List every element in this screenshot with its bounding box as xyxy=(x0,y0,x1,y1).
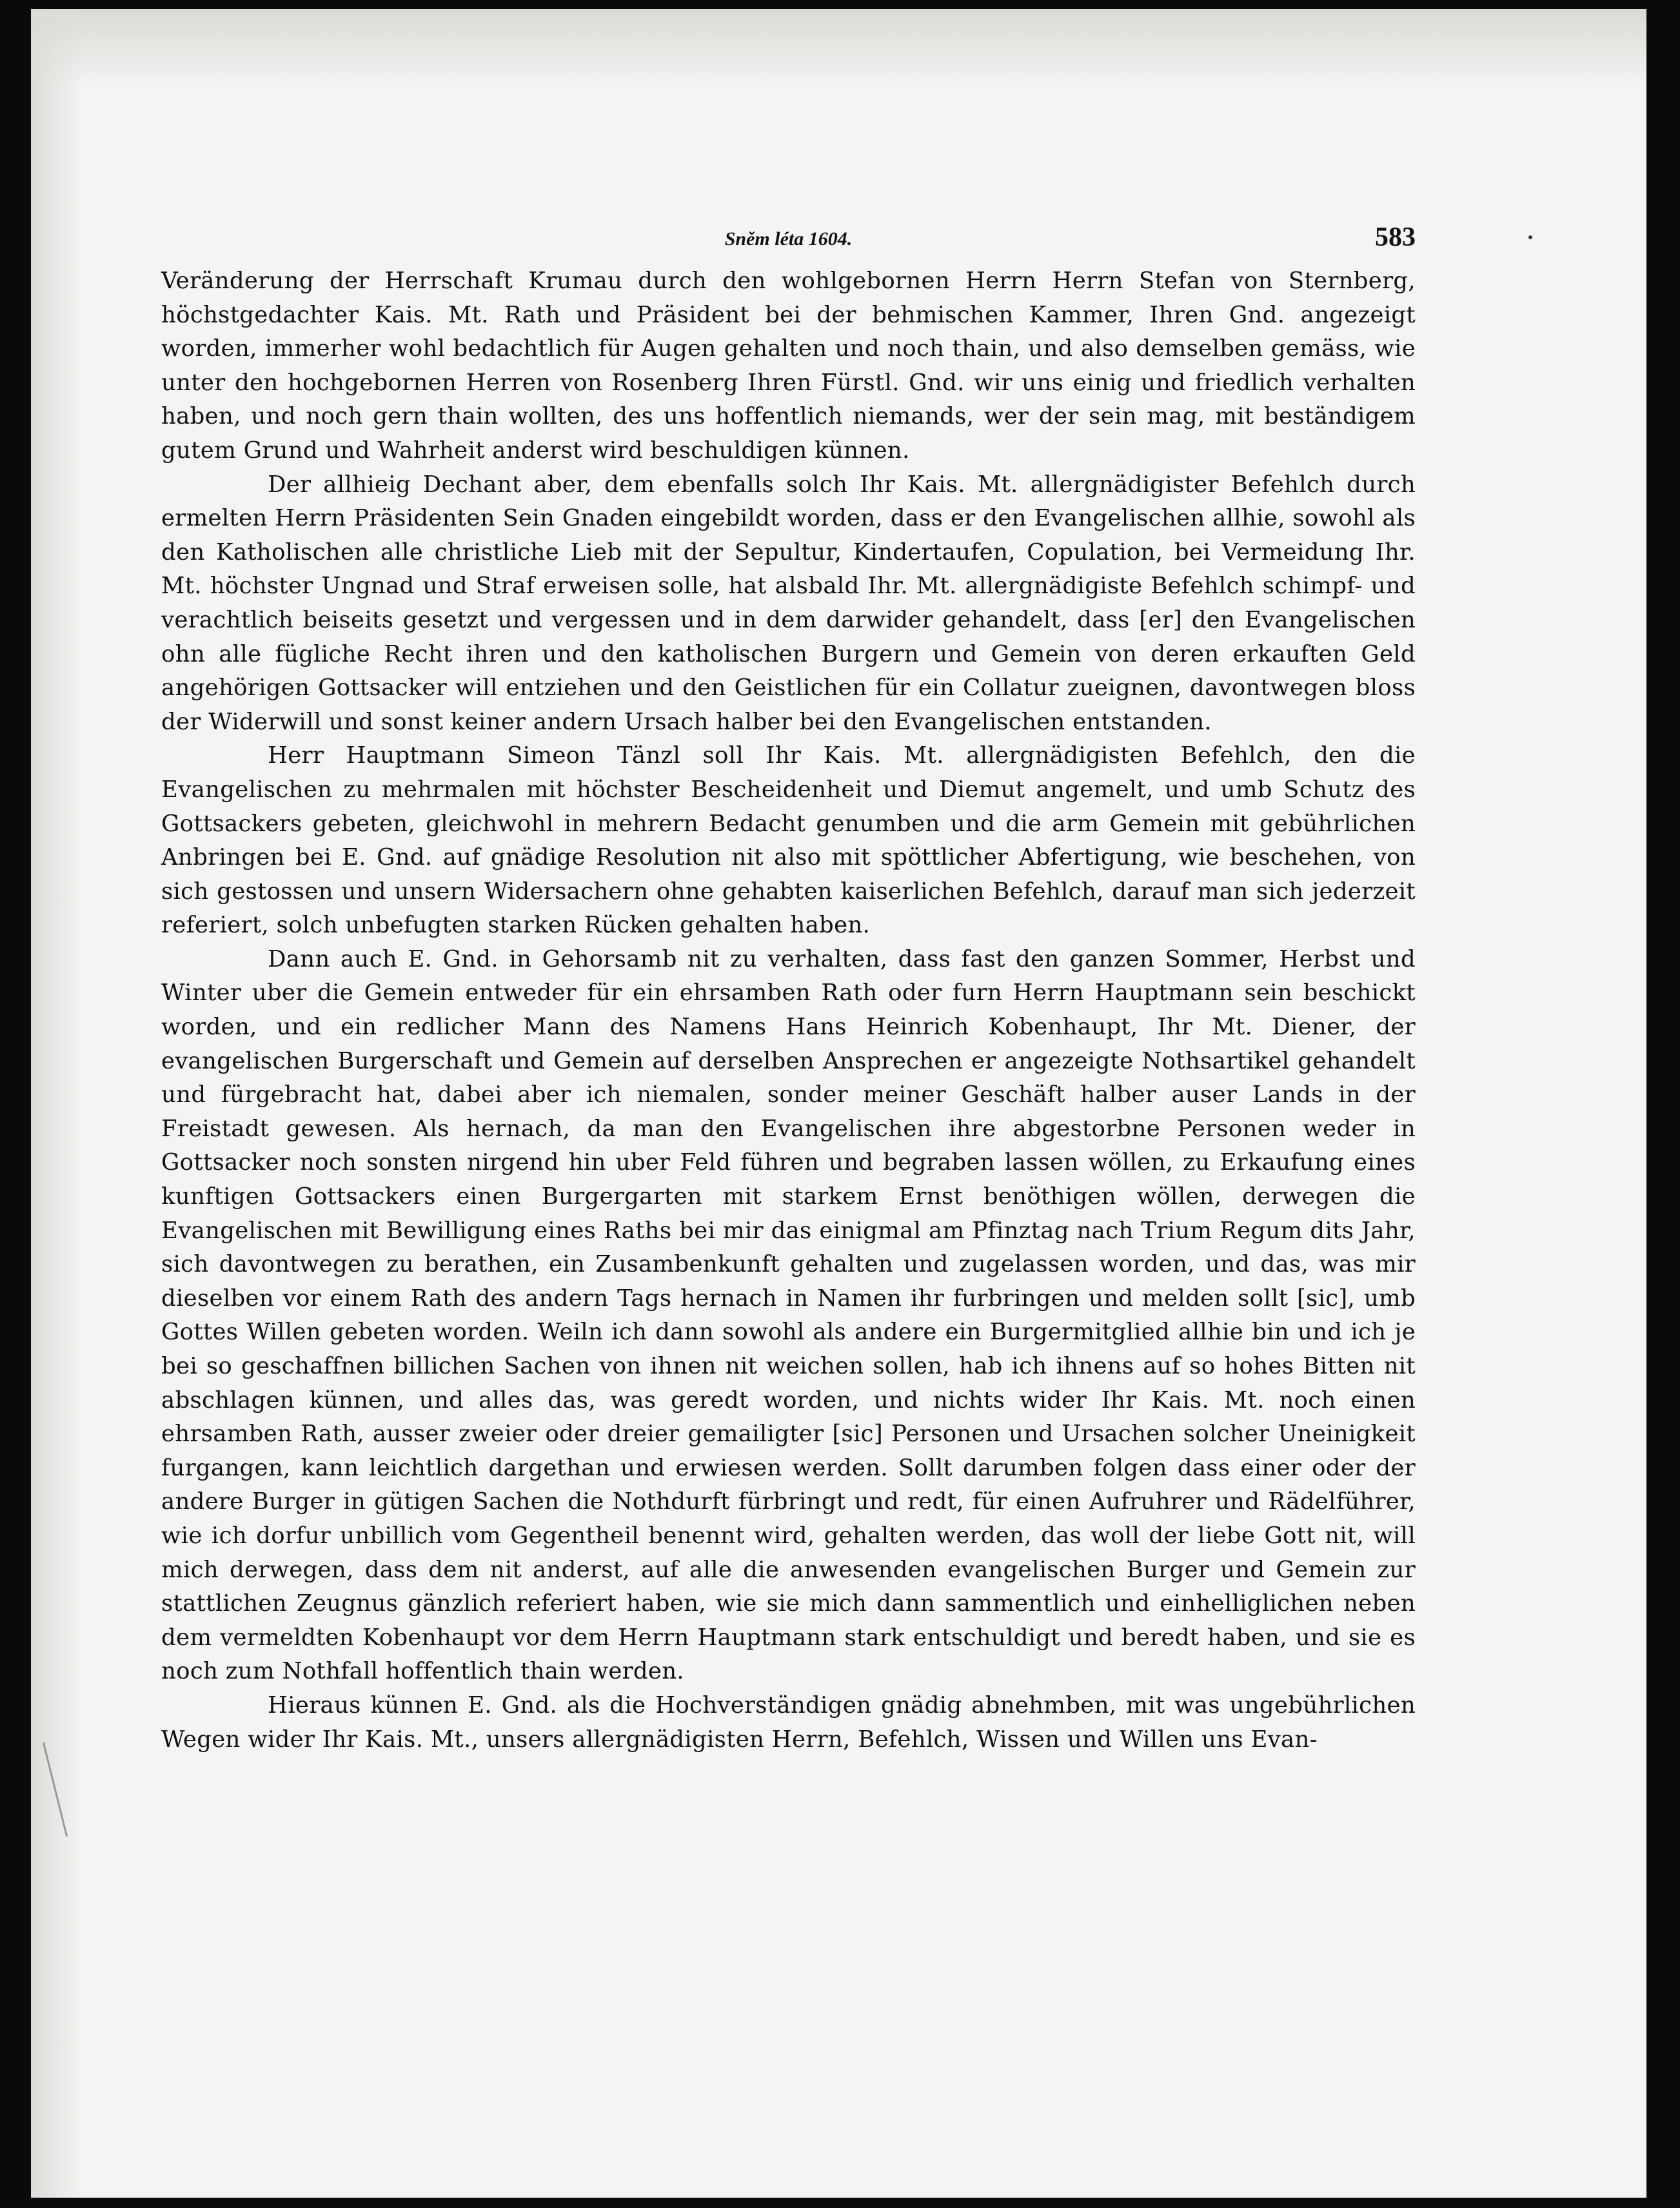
page-shadow-left xyxy=(31,9,83,2198)
stray-dot xyxy=(1528,235,1532,239)
paragraph: Veränderung der Herrschaft Krumau durch den wohlgebornen Herrn Herrn Stefan von Sternberg, höchstgedachter Kais. Mt. Rath und Präsident bei der behmischen Kammer, Ihren Gnd. angezeigt worden, immerher wohl bedachtlich für Augen gehalten und noch thain, und also demselben gemäss, wie unter den hochgebornen Herren von Rosenberg Ihren Fürstl. Gnd. wir uns einig und friedlich verhalten haben, und noch gern thain wollten, des uns hoffentlich niemands, wer der sein mag, mit beständigem gutem Grund und Wahrheit anderst wird beschuldigen künnen. xyxy=(161,268,1416,464)
body-text xyxy=(161,264,1416,1757)
page-header xyxy=(161,219,1416,264)
page-shadow-top xyxy=(31,9,1646,86)
page-content xyxy=(161,219,1416,1757)
scan-border-right xyxy=(1646,0,1680,2208)
scan-border-bottom xyxy=(0,2198,1680,2208)
paragraph: Der allhieig Dechant aber, dem ebenfalls solch Ihr Kais. Mt. allergnädigister Befehlch durch ermelten Herrn Präsidenten Sein Gnaden eingebildt worden, dass er den Evangelischen allhie, sowohl als den Katholischen alle christliche Lieb mit der Sepultur, Kindertaufen, Copulation, bei Vermeidung Ihr. Mt. höchster Ungnad und Straf erweisen solle, hat alsbald Ihr. Mt. allergnädigiste Befehlch schimpf- und verachtlich beiseits gesetzt und vergessen und in dem darwider gehandelt, dass [er] den Evangelischen ohn alle fügliche Recht ihren und den katholischen Burgern und Gemein von deren erkauften Geld angehörigen Gottsacker will entziehen und den Geistlichen für ein Collatur zueignen, davontwegen bloss der Widerwill und sonst keiner andern Ursach halber bei den Evangelischen entstanden. xyxy=(161,471,1416,735)
page-number: 583 xyxy=(1375,222,1416,252)
scan-border-left xyxy=(0,0,31,2208)
paragraph: Hieraus künnen E. Gnd. als die Hochverständigen gnädig abnehmben, mit was ungebührlichen Wegen wider Ihr Kais. Mt., unsers allergnädigisten Herrn, Befehlch, Wissen und Willen uns Evan- xyxy=(161,1691,1416,1753)
running-title: Sněm léta 1604. xyxy=(724,228,853,250)
scan-border-top xyxy=(0,0,1680,9)
paragraph: Dann auch E. Gnd. in Gehorsamb nit zu verhalten, dass fast den ganzen Sommer, Herbst und Winter uber die Gemein entweder für ein ehrsamben Rath oder furn Herrn Hauptmann sein beschickt worden, und ein redlicher Mann des Namens Hans Heinrich Kobenhaupt, Ihr Mt. Diener, der evangelischen Burgerschaft und Gemein auf derselben Ansprechen er angezeigte Nothsartikel gehandelt und fürgebracht hat, dabei aber ich niemalen, sonder meiner Geschäft halber auser Lands in der Freistadt gewesen. Als hernach, da man den Evangelischen ihre abgestorbne Personen weder in Gottsacker noch sonsten nirgend hin uber Feld führen und begraben lassen wöllen, zu Erkaufung eines kunftigen Gottsackers einen Burgergarten mit starkem Ernst benöthigen wöllen, derwegen die Evangelischen mit Bewilligung eines Raths bei mir das einigmal am Pfinztag nach Trium Regum dits Jahr, sich davontwegen zu berathen, ein Zusambenkunft gehalten und zugelassen worden, und das, was mir dieselben vor einem Rath des andern Tags hernach in Namen ihr furbringen und melden sollt [sic], umb Gottes Willen gebeten worden. Weiln ich dann sowohl als andere ein Burgermitglied allhie bin und ich je bei so geschaffnen billichen Sachen von ihnen nit weichen sollen, hab ich ihnens auf so hohes Bitten nit abschlagen künnen, und alles das, was geredt worden, und nichts wider Ihr Kais. Mt. noch einen ehrsamben Rath, ausser zweier oder dreier gemailigter [sic] Personen und Ursachen solcher Uneinigkeit furgangen, kann leichtlich dargethan und erwiesen werden. Sollt darumben folgen dass einer oder der andere Burger in gütigen Sachen die Nothdurft fürbringt und redt, für einen Aufruhrer und Rädelführer, wie ich dorfur unbillich vom Gegentheil benennt wird, gehalten werden, das woll der liebe Gott nit, will mich derwegen, dass dem nit anderst, auf alle die anwesenden evangelischen Burger und Gemein zur stattlichen Zeugnus gänzlich referiert haben, wie sie mich dann sammentlich und einhelliglichen neben dem vermeldten Kobenhaupt vor dem Herrn Hauptmann stark entschuldigt und beredt haben, und sie es noch zum Nothfall hoffentlich thain werden. xyxy=(161,945,1416,1685)
paragraph: Herr Hauptmann Simeon Tänzl soll Ihr Kais. Mt. allergnädigisten Befehlch, den die Evangelischen zu mehrmalen mit höchster Bescheidenheit und Diemut angemelt, und umb Schutz des Gottsackers gebeten, gleichwohl in mehrern Bedacht genumben und die arm Gemein mit gebührlichen Anbringen bei E. Gnd. auf gnädige Resolution nit also mit spöttlicher Abfertigung, wie beschehen, von sich gestossen und unsern Widersachern ohne gehabten kaiserlichen Befehlch, darauf man sich jederzeit referiert, solch unbefugten starken Rücken gehalten haben. xyxy=(161,742,1416,939)
